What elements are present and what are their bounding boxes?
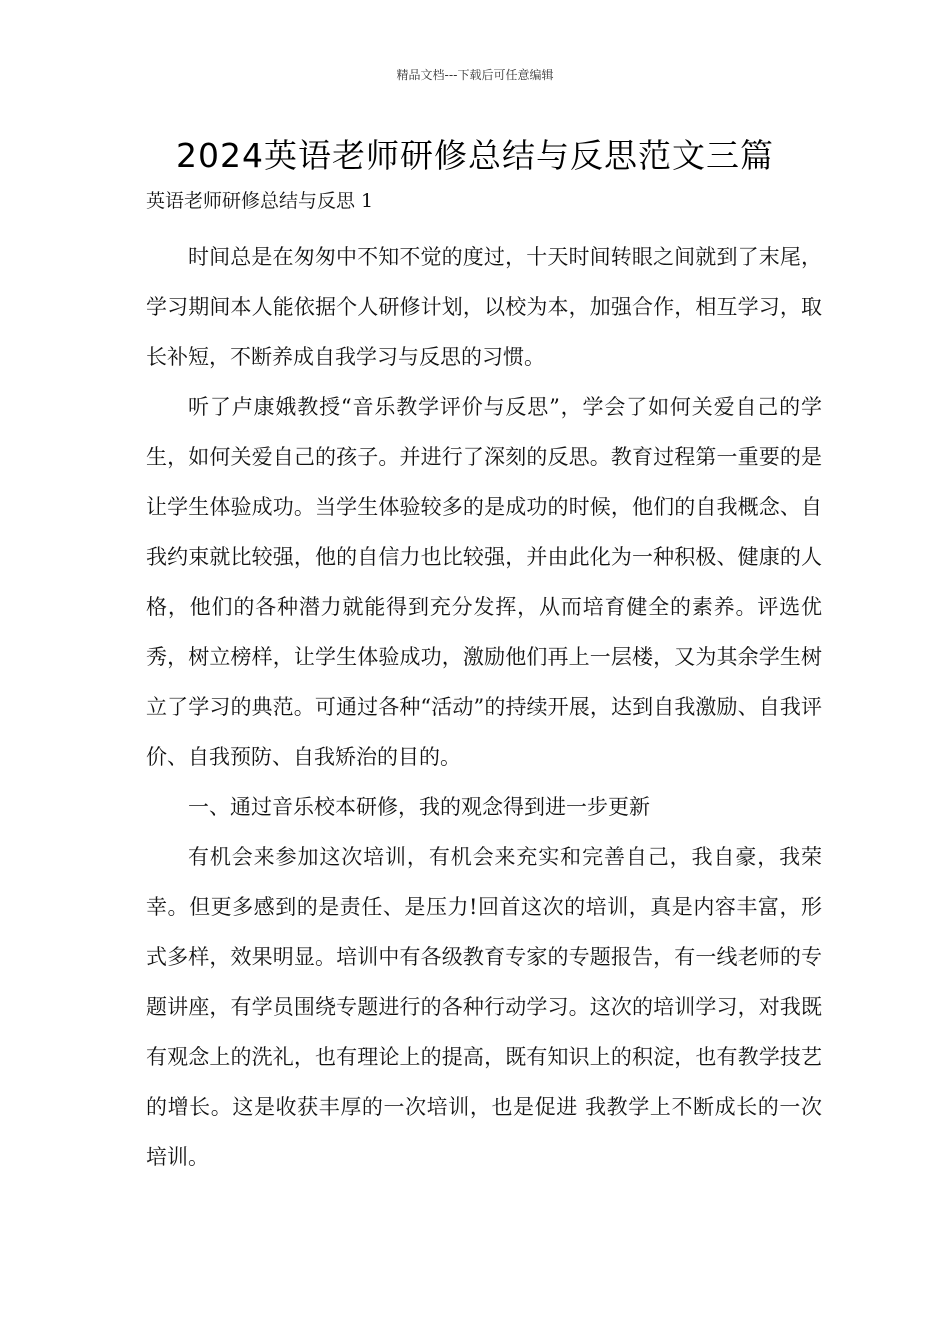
- paragraph-3: 有机会来参加这次培训，有机会来充实和完善自己，我自豪，我荣幸。但更多感到的是责任、是压力!回首这次的培训，真是内容丰富，形式多样，效果明显。培训中有各级教育专家的专题报告，有一线老师的专题讲座，有学员围绕专题进行的各种行动学习。这次的培训学习，对我既有观念上的洗礼，也有理论上的提高，既有知识上的积淀，也有教学技艺的增长。这是收获丰厚的一次培训，也是促进 我教学上不断成长的一次培训。: [146, 845, 822, 1169]
- body-text: [146, 232, 822, 1182]
- paragraph-1: 时间总是在匆匆中不知不觉的度过，十天时间转眼之间就到了末尾，学习期间本人能依据个人研修计划，以校为本，加强合作，相互学习，取长补短，不断养成自我学习与反思的习惯。: [146, 245, 822, 369]
- section-heading: 一、通过音乐校本研修，我的观念得到进一步更新: [188, 795, 650, 819]
- header-note: 精品文档---下载后可任意编辑: [396, 68, 554, 82]
- document-title: 2024英语老师研修总结与反思范文三篇: [176, 136, 774, 175]
- section-subtitle: 英语老师研修总结与反思 1: [146, 190, 374, 212]
- paragraph-2: 听了卢康娥教授“音乐教学评价与反思”，学会了如何关爱自己的学生，如何关爱自己的孩子。并进行了深刻的反思。教育过程第一重要的是让学生体验成功。当学生体验较多的是成功的时候，他们的自我概念、自我约束就比较强，他的自信力也比较强，并由此化为一种积极、健康的人格，他们的各种潜力就能得到充分发挥，从而培育健全的素养。评选优秀，树立榜样，让学生体验成功，激励他们再上一层楼，又为其余学生树立了学习的典范。可通过各种“活动”的持续开展，达到自我激励、自我评价、自我预防、自我矫治的目的。: [146, 395, 822, 769]
